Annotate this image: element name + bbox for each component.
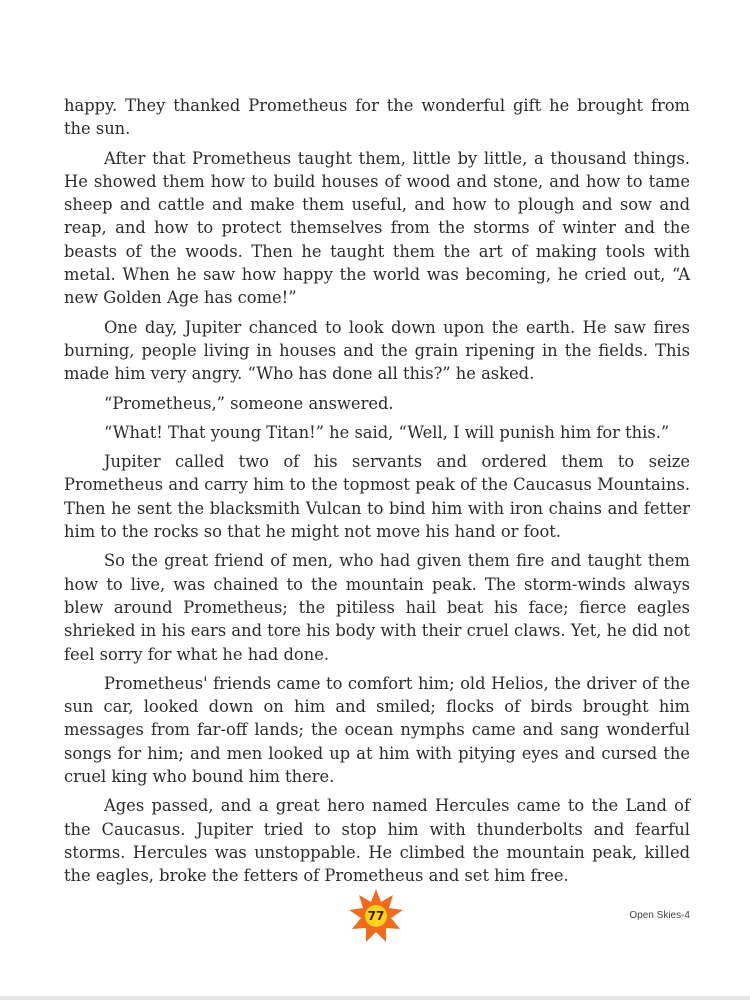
page-number-badge [348, 888, 404, 944]
page-divider [0, 996, 750, 1000]
paragraph-7: So the great friend of men, who had given them fire and taught them how to live, was chained to the mountain peak. The storm-winds always blew around Prometheus; the pitiless hail beat his face; fierce eagles shrieked in his ears and tore his body with their cruel claws. Yet, he did not feel sorry for what he had done. [64, 551, 690, 664]
story-text [64, 94, 690, 894]
book-title: Open Skies-4 [629, 910, 690, 921]
paragraph-2: After that Prometheus taught them, little by little, a thousand things. He showed them how to build houses of wood and stone, and how to tame sheep and cattle and make them useful, and how to plough and sow and reap, and how to protect themselves from the storms of winter and the beasts of the woods. Then he taught them the art of making tools with metal. When he saw how happy the world was becoming, he cried out, “A new Golden Age has come!” [64, 148, 690, 308]
page-number: 77 [367, 909, 385, 923]
paragraph-6: Jupiter called two of his servants and ordered them to seize Prometheus and carry him to the topmost peak of the Caucasus Mountains. Then he sent the blacksmith Vulcan to bind him with iron chains and fetter him to the rocks so that he might not move his hand or foot. [64, 452, 690, 542]
paragraph-4: “Prometheus,” someone answered. [104, 393, 394, 413]
paragraph-5: “What! That young Titan!” he said, “Well, I will punish him for this.” [104, 422, 670, 442]
paragraph-9: Ages passed, and a great hero named Hercules came to the Land of the Caucasus. Jupiter tried to stop him with thunderbolts and fearful storms. Hercules was unstoppable. He climbed the mountain peak, killed the eagles, broke the fetters of Prometheus and set him free. [64, 796, 690, 886]
paragraph-1: happy. They thanked Prometheus for the wonderful gift he brought from the sun. [64, 96, 690, 139]
paragraph-8: Prometheus' friends came to comfort him; old Helios, the driver of the sun car, looked down on him and smiled; flocks of birds brought him messages from far-off lands; the ocean nymphs came and sang wonderful songs for him; and men looked up at him with pitying eyes and cursed the cruel king who bound him there. [64, 673, 690, 787]
paragraph-3: One day, Jupiter chanced to look down upon the earth. He saw fires burning, people living in houses and the grain ripening in the fields. This made him very angry. “Who has done all this?” he asked. [64, 317, 690, 384]
